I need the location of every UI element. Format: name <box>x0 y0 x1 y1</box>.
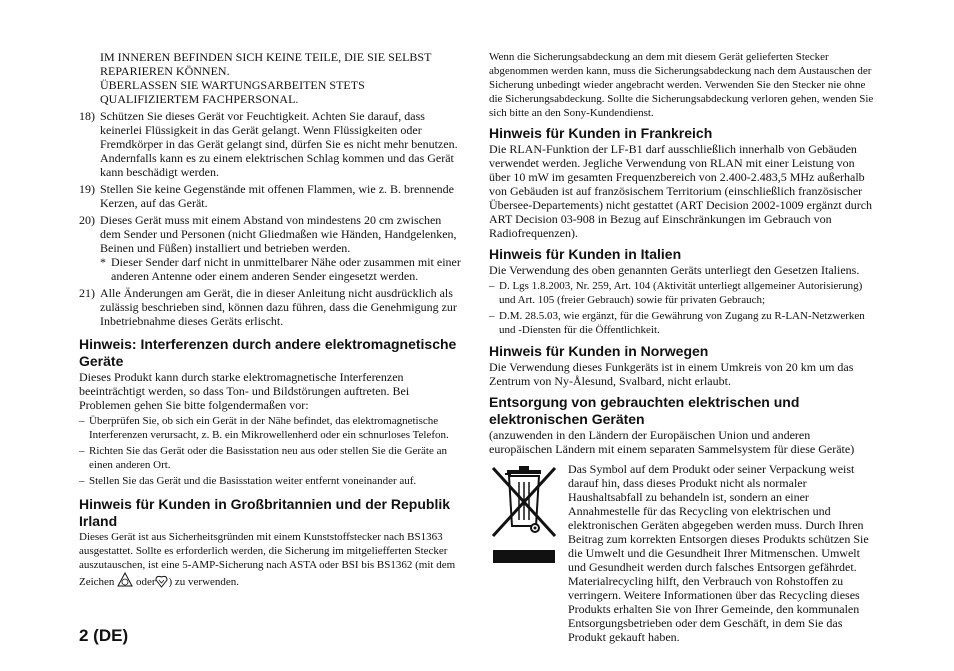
disposal-block <box>489 462 876 644</box>
france-body: Die RLAN-Funktion der LF-B1 darf ausschließlich innerhalb von Gebäuden verwendet werden. Jegliche Verwendung von RLAN mit einer Leistung von über 10 mW im gesamten Frequenzbereich von 2.400-2.483,5 MHz außerhalb von Gebäuden ist auf französischem Territorium (einschließlich französischer Übersee-Departements) nicht gestattet (ART Decision 2002-1009 ergänzt durch ART Decision 03-908 in Bezug auf Einschränkungen im Gebrauch von Radiofrequenzen). <box>489 142 873 240</box>
bullet-text: D.M. 28.5.03, wie ergänzt, für die Gewährung von Zugang zu R-LAN-Netzwerken und -Diensten für die Öffentlichkeit. <box>499 310 865 336</box>
footnote-text: Dieser Sender darf nicht in unmittelbarer Nähe oder zusammen mit einer anderen Antenne oder einem anderen Sender eingesetzt werden. <box>111 255 461 283</box>
list-item <box>489 309 876 337</box>
item-number: 20) <box>79 213 95 227</box>
item-text: Stellen Sie keine Gegenstände mit offenen Flammen, wie z. B. brennende Kerzen, auf das Gerät. <box>100 182 455 210</box>
item-number: 18) <box>79 109 95 123</box>
dash-marker: – <box>489 280 495 292</box>
item-number: 21) <box>79 286 95 300</box>
list-item <box>79 444 464 472</box>
list-item <box>489 279 876 307</box>
uk-body <box>79 530 464 592</box>
list-item <box>79 109 464 179</box>
bullet-text: D. Lgs 1.8.2003, Nr. 259, Art. 104 (Aktivität unterliegt allgemeiner Autorisierung) und Art. 105 (freier Gebrauch) sowie für privaten Gebrauch; <box>499 280 863 306</box>
list-item <box>79 414 464 442</box>
disposal-body: Das Symbol auf dem Produkt oder seiner Verpackung weist darauf hin, dass dieses Produkt nicht als normaler Haushaltsabfall zu behandeln ist, sondern an einer Annahmestelle für das Recycling von elektrischen und elektronischen Geräten abgegeben werden muss. Durch Ihren Beitrag zum korrekten Entsorgen dieses Produkts schützen Sie die Umwelt und die Gesundheit Ihrer Mitmenschen. Umwelt und Gesundheit werden durch falsches Entsorgen gefährdet. Materialrecycling hilft, den Verbrauch von Rohstoffen zu verringern. Weitere Informationen über das Recycling dieses Produkts erhalten Sie von Ihrer Gemeinde, den kommunalen Entsorgungsbetrieben oder dem Geschäft, in dem Sie das Produkt gekauft haben. <box>568 462 869 644</box>
dash-marker: – <box>489 310 495 322</box>
bullet-text: Überprüfen Sie, ob sich ein Gerät in der Nähe befindet, das elektromagnetische Interferenzen verursacht, z. B. ein Mikrowellenherd oder ein schnurloses Telefon. <box>89 415 449 441</box>
item-text: Schützen Sie dieses Gerät vor Feuchtigkeit. Achten Sie darauf, dass keinerlei Flüssigkeit in das Gerät gelangt. Wenn Flüssigkeiten oder Fremdkörper in das Gerät gelangt sind, dürfen Sie es nicht mehr benutzen. Andernfalls kann es zu einem elektrischen Schlag kommen und das Gerät kann beschädigt werden. <box>100 109 458 179</box>
list-item <box>79 213 464 255</box>
page-number: 2 (DE) <box>79 626 129 645</box>
interference-heading: Hinweis: Interferenzen durch andere elektromagnetische Geräte <box>79 336 457 369</box>
norway-body: Die Verwendung dieses Funkgeräts ist in einem Umkreis von 20 km um das Zentrum von Ny-Ålesund, Svalbard, nicht erlaubt. <box>489 360 854 388</box>
item-text: Alle Änderungen am Gerät, die in dieser Anleitung nicht ausdrücklich als zulässig beschrieben sind, können dazu führen, dass die Genehmigung zur Inbetriebnahme dieses Geräts erlischt. <box>100 286 457 328</box>
caps-line: IM INNEREN BEFINDEN SICH KEINE TEILE, DIE SIE SELBST <box>100 50 432 64</box>
uk-body-after: ) zu verwenden. <box>168 576 240 588</box>
interference-body: Dieses Produkt kann durch starke elektromagnetische Interferenzen beeinträchtigt werden, so dass Ton- und Bildstörungen auftreten. Bei Problemen gehen Sie bitte folgendermaßen vor: <box>79 370 410 412</box>
list-item <box>79 474 464 488</box>
fuse-cover-text: Wenn die Sicherungsabdeckung an dem mit diesem Gerät gelieferten Stecker abgenommen werden kann, muss die Sicherungsabdeckung nach dem Austauschen der Sicherung unbedingt wieder angebracht werden. Verwenden Sie den Stecker nie ohne die Sicherungsabdeckung. Sollte die Sicherungsabdeckung verloren gehen, wenden Sie sich bitte an den Sony-Kundendienst. <box>489 51 874 119</box>
bullet-text: Richten Sie das Gerät oder die Basisstation neu aus oder stellen Sie die Geräte an einen anderen Ort. <box>89 445 448 471</box>
list-item <box>79 182 464 210</box>
right-column <box>489 50 876 644</box>
dash-marker: – <box>79 445 85 457</box>
footnote <box>100 255 464 283</box>
norway-heading: Hinweis für Kunden in Norwegen <box>489 343 709 359</box>
item-text: Dieses Gerät muss mit einem Abstand von mindestens 20 cm zwischen dem Sender und Personen (nicht Gliedmaßen wie Händen, Handgelenken, Beinen und Füßen) installiert und betrieben werden. <box>100 213 457 255</box>
left-column <box>79 50 464 592</box>
italy-heading: Hinweis für Kunden in Italien <box>489 246 682 262</box>
disposal-subtitle: (anzuwenden in den Ländern der Europäischen Union und anderen europäischen Ländern mit einem separaten Sammelsystem für diese Geräte) <box>489 428 855 456</box>
item-number: 19) <box>79 182 95 196</box>
caps-line: QUALIFIZIERTEM FACHPERSONAL. <box>100 92 299 106</box>
italy-body: Die Verwendung des oben genannten Geräts unterliegt den Gesetzen Italiens. <box>489 263 860 277</box>
uk-body-before: Dieses Gerät ist aus Sicherheitsgründen mit einem Kunststoffstecker nach BS1363 ausgestattet. Sollte es erforderlich werden, die Sicherung im mitgeliefferten Stecker auszutauschen, ist eine 5-AMP-Sicherung nach ASTA oder BSI bis BS1362 (mit dem Zeichen <box>79 531 456 588</box>
bullet-text: Stellen Sie das Gerät und die Basisstation weiter entfernt voneinander auf. <box>89 475 417 487</box>
caps-line: ÜBERLASSEN SIE WARTUNGSARBEITEN STETS <box>100 78 365 92</box>
dash-marker: – <box>79 475 85 487</box>
disposal-heading: Entsorgung von gebrauchten elektrischen und elektronischen Geräten <box>489 394 800 427</box>
caps-line: REPARIEREN KÖNNEN. <box>100 64 230 78</box>
footnote-marker: * <box>100 255 106 269</box>
warning-caps-block <box>100 50 464 106</box>
uk-body-mid: oder <box>135 576 156 588</box>
bsi-kitemark-icon <box>155 574 168 592</box>
dash-marker: – <box>79 415 85 427</box>
list-item <box>79 286 464 328</box>
france-heading: Hinweis für Kunden in Frankreich <box>489 125 713 141</box>
uk-heading: Hinweis für Kunden in Großbritannien und der Republik Irland <box>79 496 451 529</box>
asta-mark-icon <box>117 572 133 592</box>
crossed-out-wheelie-bin-icon <box>489 462 563 644</box>
